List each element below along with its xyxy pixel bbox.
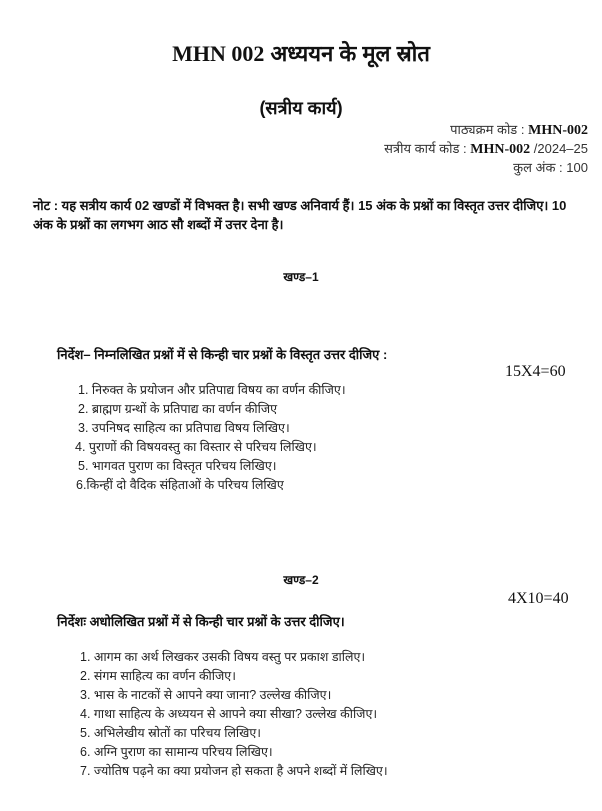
course-code-label: पाठ्यक्रम कोड : — [450, 122, 525, 137]
section-1-instruction: निर्देश– निम्नलिखित प्रश्नों में से किन्ही चार प्रश्नों के विस्तृत उत्तर दीजिए : — [57, 347, 388, 362]
total-marks-line — [513, 158, 588, 176]
total-marks: 100 — [566, 160, 588, 175]
title-text: अध्ययन के मूल स्रोत — [270, 41, 430, 66]
note: नोट : यह सत्रीय कार्य 02 खण्डों में विभक्त है। सभी खण्ड अनिवार्य हैं। 15 अंक के प्रश्नों का विस्तृत उत्तर दीजिए। 10 अंक के प्रश्नों का लगभग आठ सौ शब्दों में उत्तर देना है। — [33, 198, 567, 232]
assignment-code-line — [384, 139, 588, 158]
assignment-year: /2024–25 — [533, 141, 588, 156]
question-item: 2. संगम साहित्य का वर्णन कीजिए। — [80, 669, 236, 683]
section-1-marks: 15X4=60 — [505, 363, 566, 380]
section-2-marks: 4X10=40 — [508, 590, 569, 607]
course-code-line — [450, 120, 588, 139]
question-item: 4. पुराणों की विषयवस्तु का विस्तार से परिचय लिखिए। — [75, 440, 317, 454]
question-item: 4. गाथा साहित्य के अध्ययन से आपने क्या सीखा? उल्लेख कीजिए। — [80, 707, 378, 721]
subtitle: (सत्रीय कार्य) — [259, 98, 343, 118]
section-2-heading: खण्ड–2 — [283, 573, 319, 587]
course-code: MHN-002 — [528, 123, 588, 138]
question-item: 3. उपनिषद साहित्य का प्रतिपाद्य विषय लिखिए। — [78, 421, 290, 435]
question-item: 7. ज्योतिष पढ़ने का क्या प्रयोजन हो सकता है अपने शब्दों में लिखिए। — [80, 764, 388, 778]
page-title — [0, 38, 602, 68]
section-2-instruction: निर्देशः अधोलिखित प्रश्नों में से किन्ही चार प्रश्नों के उत्तर दीजिए। — [57, 614, 345, 629]
question-item: 1. निरुक्त के प्रयोजन और प्रतिपाद्य विषय का वर्णन कीजिए। — [78, 383, 346, 397]
question-item: 1. आगम का अर्थ लिखकर उसकी विषय वस्तु पर प्रकाश डालिए। — [80, 650, 366, 664]
section-1-questions — [75, 381, 346, 495]
question-item: 2. ब्राह्मण ग्रन्थों के प्रतिपाद्य का वर्णन कीजिए — [78, 402, 278, 416]
question-item: 5. अभिलेखीय स्रोतों का परिचय लिखिए। — [80, 726, 262, 740]
total-marks-label: कुल अंक : — [513, 160, 563, 175]
question-item: 6.किन्हीं दो वैदिक संहिताओं के परिचय लिखिए — [76, 478, 284, 492]
section-1-heading: खण्ड–1 — [283, 270, 319, 284]
assignment-code: MHN-002 — [470, 142, 531, 157]
assignment-code-label: सत्रीय कार्य कोड : — [384, 141, 467, 156]
title-code: MHN 002 — [172, 41, 265, 66]
question-item: 5. भागवत पुराण का विस्तृत परिचय लिखिए। — [78, 459, 277, 473]
section-2-questions — [80, 648, 388, 781]
question-item: 3. भास के नाटकों से आपने क्या जाना? उल्लेख कीजिए। — [80, 688, 332, 702]
question-item: 6. अग्नि पुराण का सामान्य परिचय लिखिए। — [80, 745, 273, 759]
